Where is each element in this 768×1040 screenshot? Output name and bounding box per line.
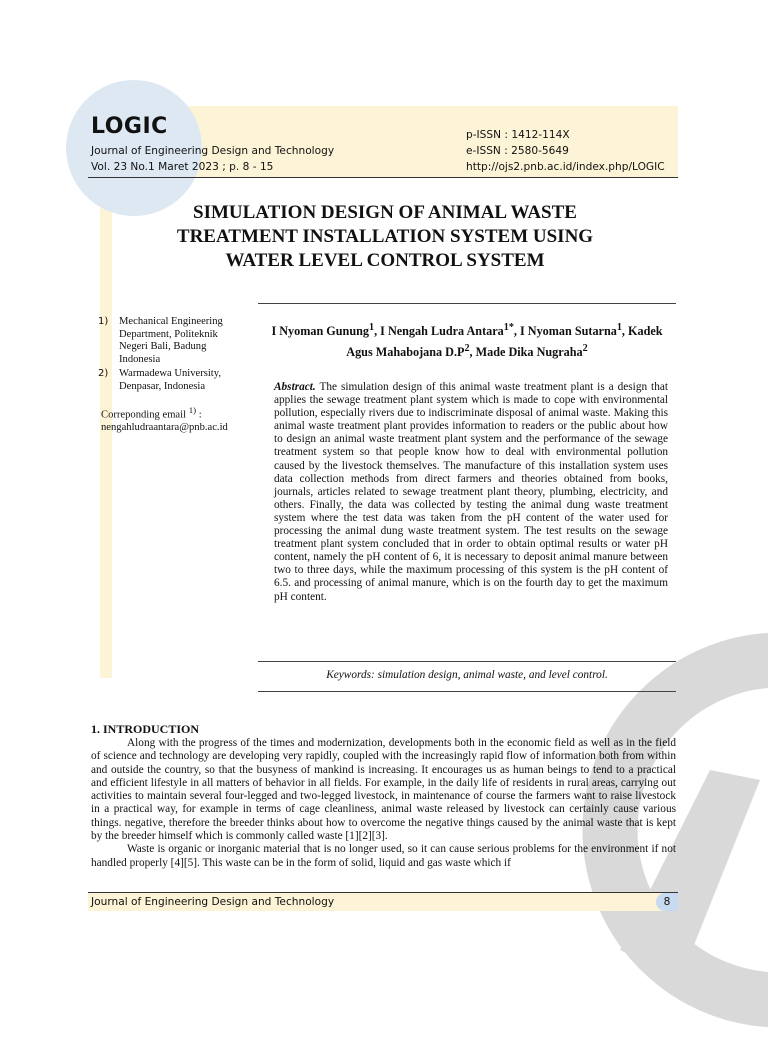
affiliation-text: Mechanical Engineering Department, Politeknik Negeri Bali, Badung Indonesia xyxy=(119,316,223,365)
title-line: SIMULATION DESIGN OF ANIMAL WASTE xyxy=(193,202,577,223)
keywords-bottom-rule xyxy=(258,691,676,692)
author-name: I Nyoman Sutarna xyxy=(520,324,617,339)
p-issn: p-ISSN : 1412-114X xyxy=(466,129,570,141)
affiliation-item xyxy=(98,316,248,366)
author-name: Made Dika Nugraha xyxy=(475,345,583,360)
author-list: I Nyoman Gunung$^1$, I Nengah Ludra Antara$^{1*}$, I Nyoman Sutarna$^1$, Kadek Agus Mahabojana $D.P^2$, Made Dika Nugraha$^2$ xyxy=(271,322,663,360)
keywords-top-rule xyxy=(258,661,676,662)
footer-rule xyxy=(88,892,678,893)
author-name: Kadek Agus Mahabojana D.P xyxy=(346,324,663,360)
journal-volume: Vol. 23 No.1 Maret 2023 ; p. 8 - 15 xyxy=(91,161,274,173)
author-sup: 1 xyxy=(368,322,375,333)
email-colon: : xyxy=(196,409,202,421)
keywords: Keywords: simulation design, animal waste, and level control. xyxy=(326,669,608,681)
page-number: 8 xyxy=(656,893,678,911)
email-address[interactable]: nengahludraantara@pnb.ac.id xyxy=(101,422,228,434)
journal-url[interactable]: http://ojs2.pnb.ac.id/index.php/LOGIC xyxy=(466,161,665,173)
email-label: Correponding email xyxy=(101,409,187,421)
authors-top-rule xyxy=(258,303,676,304)
header-rule xyxy=(88,177,678,178)
author-sup: 2 xyxy=(464,343,470,355)
corresponding-email xyxy=(101,404,261,435)
email-sup: 1) xyxy=(188,405,197,415)
paragraph: Along with the progress of the times and modernization, developments both in the economic field as well as in the field of science and technology are developing very rapidly, coupled with the increasingly rapid flow of information both from within and outside the country, so that the busyness of mankind is increasing. It encourages us as human beings to tend to a practical and efficient lifestyle in all matters of behavior in all fields. For example, in the daily life of residents in rural areas, carrying out activities to maintain several four-legged and two-legged livestock, in maintenance of course the farmers want to raise livestock in a practical way, for example in terms of cage cleanliness, animal waste released by livestock can certainly cause various things. negative, therefore the breeder thinks about how to overcome the negative things caused by the animal waste that is kept by the breeder himself which is commonly called waste [1][2][3]. xyxy=(91,737,676,843)
author-name: I Nengah Ludra Antara xyxy=(380,324,504,339)
e-issn: e-ISSN : 2580-5649 xyxy=(466,145,569,157)
affiliation-number: 1) xyxy=(98,316,109,327)
abstract xyxy=(274,381,668,604)
section-heading: 1. INTRODUCTION xyxy=(91,722,200,736)
author-sup: 1 xyxy=(616,322,622,333)
footer-journal-name: Journal of Engineering Design and Technology xyxy=(91,896,335,908)
affiliation-item xyxy=(98,368,248,393)
paper-title xyxy=(110,201,660,273)
introduction-body xyxy=(91,737,676,870)
title-line: TREATMENT INSTALLATION SYSTEM USING xyxy=(176,226,594,247)
author-sup: 2 xyxy=(582,343,588,355)
journal-logo: LOGIC xyxy=(91,114,168,139)
title-line: WATER LEVEL CONTROL SYSTEM xyxy=(225,250,545,271)
author-sup: 1* xyxy=(503,322,514,333)
abstract-label: Abstract. xyxy=(274,381,316,393)
abstract-text: The simulation design of this animal waste treatment plant is a design that applies the sewage treatment plant system which is made to cope with environmental pollution, especially rivers due to indiscriminate disposal of animal waste. Making this animal waste treatment plant provides information to readers or the public about how to design an animal waste treatment plant system and the performance of the sewage treatment system so that people know how to deal with environmental pollution caused by the livestock themselves. The manufacture of this installation system uses data collection methods from direct farmers and theories obtained from books, journals, articles related to sewage treatment plant theory, plumbing, electricity, and others. Finally, the data was collected by testing the animal dung waste treatment system where the test data was taken from the pH content of the water used for processing the animal dung waste treatment system. The test results on the sewage treatment plant system concluded that in order to obtain optimal results or water pH content, namely the pH content of 6, it is necessary to deposit animal manure between two to three days, while the maximum processing of this system is the pH content of 6.5. and processing of animal manure, which is on the fourth day to get the maximum pH content. xyxy=(274,381,668,603)
paragraph: Waste is organic or inorganic material that is no longer used, so it can cause serious problems for the environment if not handled properly [4][5]. This waste can be in the form of solid, liquid and gas waste which if xyxy=(91,843,676,869)
affiliation-text: Warmadewa University, Denpasar, Indonesia xyxy=(119,368,222,392)
journal-name: Journal of Engineering Design and Technology xyxy=(91,145,335,157)
author-name: I Nyoman Gunung xyxy=(271,324,369,339)
affiliation-number: 2) xyxy=(98,368,109,379)
affiliations xyxy=(98,316,248,395)
